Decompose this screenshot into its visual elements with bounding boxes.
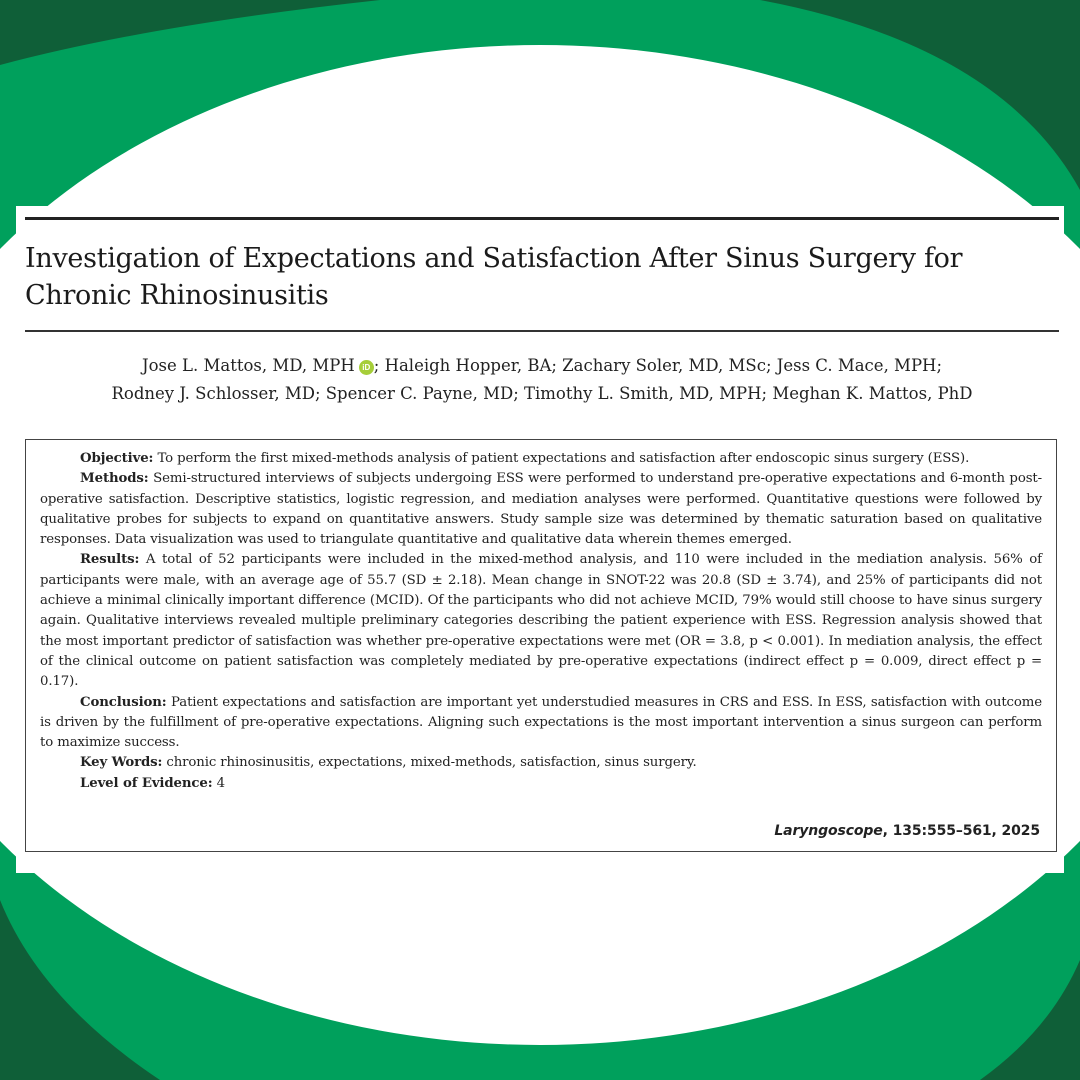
results-label: Results: [80, 552, 140, 568]
author-list [25, 352, 1059, 408]
paper-title: Investigation of Expectations and Satisfaction After Sinus Surgery for Chronic Rhinosinusitis [25, 243, 963, 311]
title-rule [25, 330, 1059, 332]
methods-text: Semi-structured interviews of subjects undergoing ESS were performed to understand pre-operative expectations and 6-month post-operative satisfaction. Descriptive statistics, logistic regression, and mediation analyses were performed. Quantitative questions were followed by qualitative probes for subjects to expand on quantitative answers. Study sample size was determined by thematic saturation based on qualitative responses. Data visualization was used to triangulate quantitative and qualitative data wherein themes emerged. [40, 471, 1042, 548]
abstract-box [25, 439, 1057, 852]
conclusion-text: Patient expectations and satisfaction are important yet understudied measures in CRS and ESS. In ESS, satisfaction with outcome is driven by the fulfillment of pre-operative expectations. Aligning such expectations is the most important intervention a sinus surgeon can perform to maximize success. [40, 694, 1042, 751]
journal-citation [774, 821, 1040, 841]
first-author: Jose L. Mattos, MD, MPH [141, 356, 355, 375]
paper-header-card [16, 206, 1064, 873]
results-text: A total of 52 participants were included in the mixed-method analysis, and 110 were included in the mediation analysis. 56% of participants were male, with an average age of 55.7 (SD ± 2.18). Mean change in SNOT-22 was 20.8 (SD ± 3.74), and 25% of participants did not achieve a minimal clinically important difference (MCID). Of the participants who did not achieve MCID, 79% would still choose to have sinus surgery again. Qualitative interviews revealed multiple preliminary categories describing the patient experience with ESS. Regression analysis showed that the most important predictor of satisfaction was whether pre-operative expectations were met (OR = 3.8, p < 0.001). In mediation analysis, the effect of the clinical outcome on patient satisfaction was completely mediated by pre-operative expectations (indirect effect p = 0.009, direct effect p = 0.17). [40, 552, 1042, 690]
objective-label: Objective: [80, 451, 154, 466]
level-label: Level of Evidence: [80, 775, 213, 791]
keywords-text: chronic rhinosinusitis, expectations, mixed-methods, satisfaction, sinus surgery. [162, 755, 697, 771]
keywords-label: Key Words: [80, 755, 163, 771]
abstract-level [40, 774, 1042, 794]
abstract-conclusion [40, 693, 1042, 754]
methods-label: Methods: [80, 471, 149, 487]
citation-details: , 135:555–561, 2025 [882, 822, 1040, 839]
author-line-1-rest: ; Haleigh Hopper, BA; Zachary Soler, MD, MSc; Jess C. Mace, MPH; [373, 356, 943, 375]
abstract-keywords [40, 753, 1042, 773]
level-text: 4 [212, 775, 225, 791]
abstract-methods [40, 469, 1042, 550]
objective-text: To perform the first mixed-methods analysis of patient expectations and satisfaction after endoscopic sinus surgery (ESS). [153, 451, 970, 466]
abstract-objective [40, 449, 1042, 469]
conclusion-label: Conclusion: [80, 694, 167, 710]
journal-name: Laryngoscope [774, 822, 883, 839]
top-rule [25, 217, 1059, 220]
abstract-results [40, 550, 1042, 692]
author-line-2: Rodney J. Schlosser, MD; Spencer C. Payne, MD; Timothy L. Smith, MD, MPH; Meghan K. Mattos, PhD [111, 384, 973, 403]
orcid-icon[interactable]: iD [359, 360, 374, 375]
author-line-1 [25, 352, 1059, 380]
